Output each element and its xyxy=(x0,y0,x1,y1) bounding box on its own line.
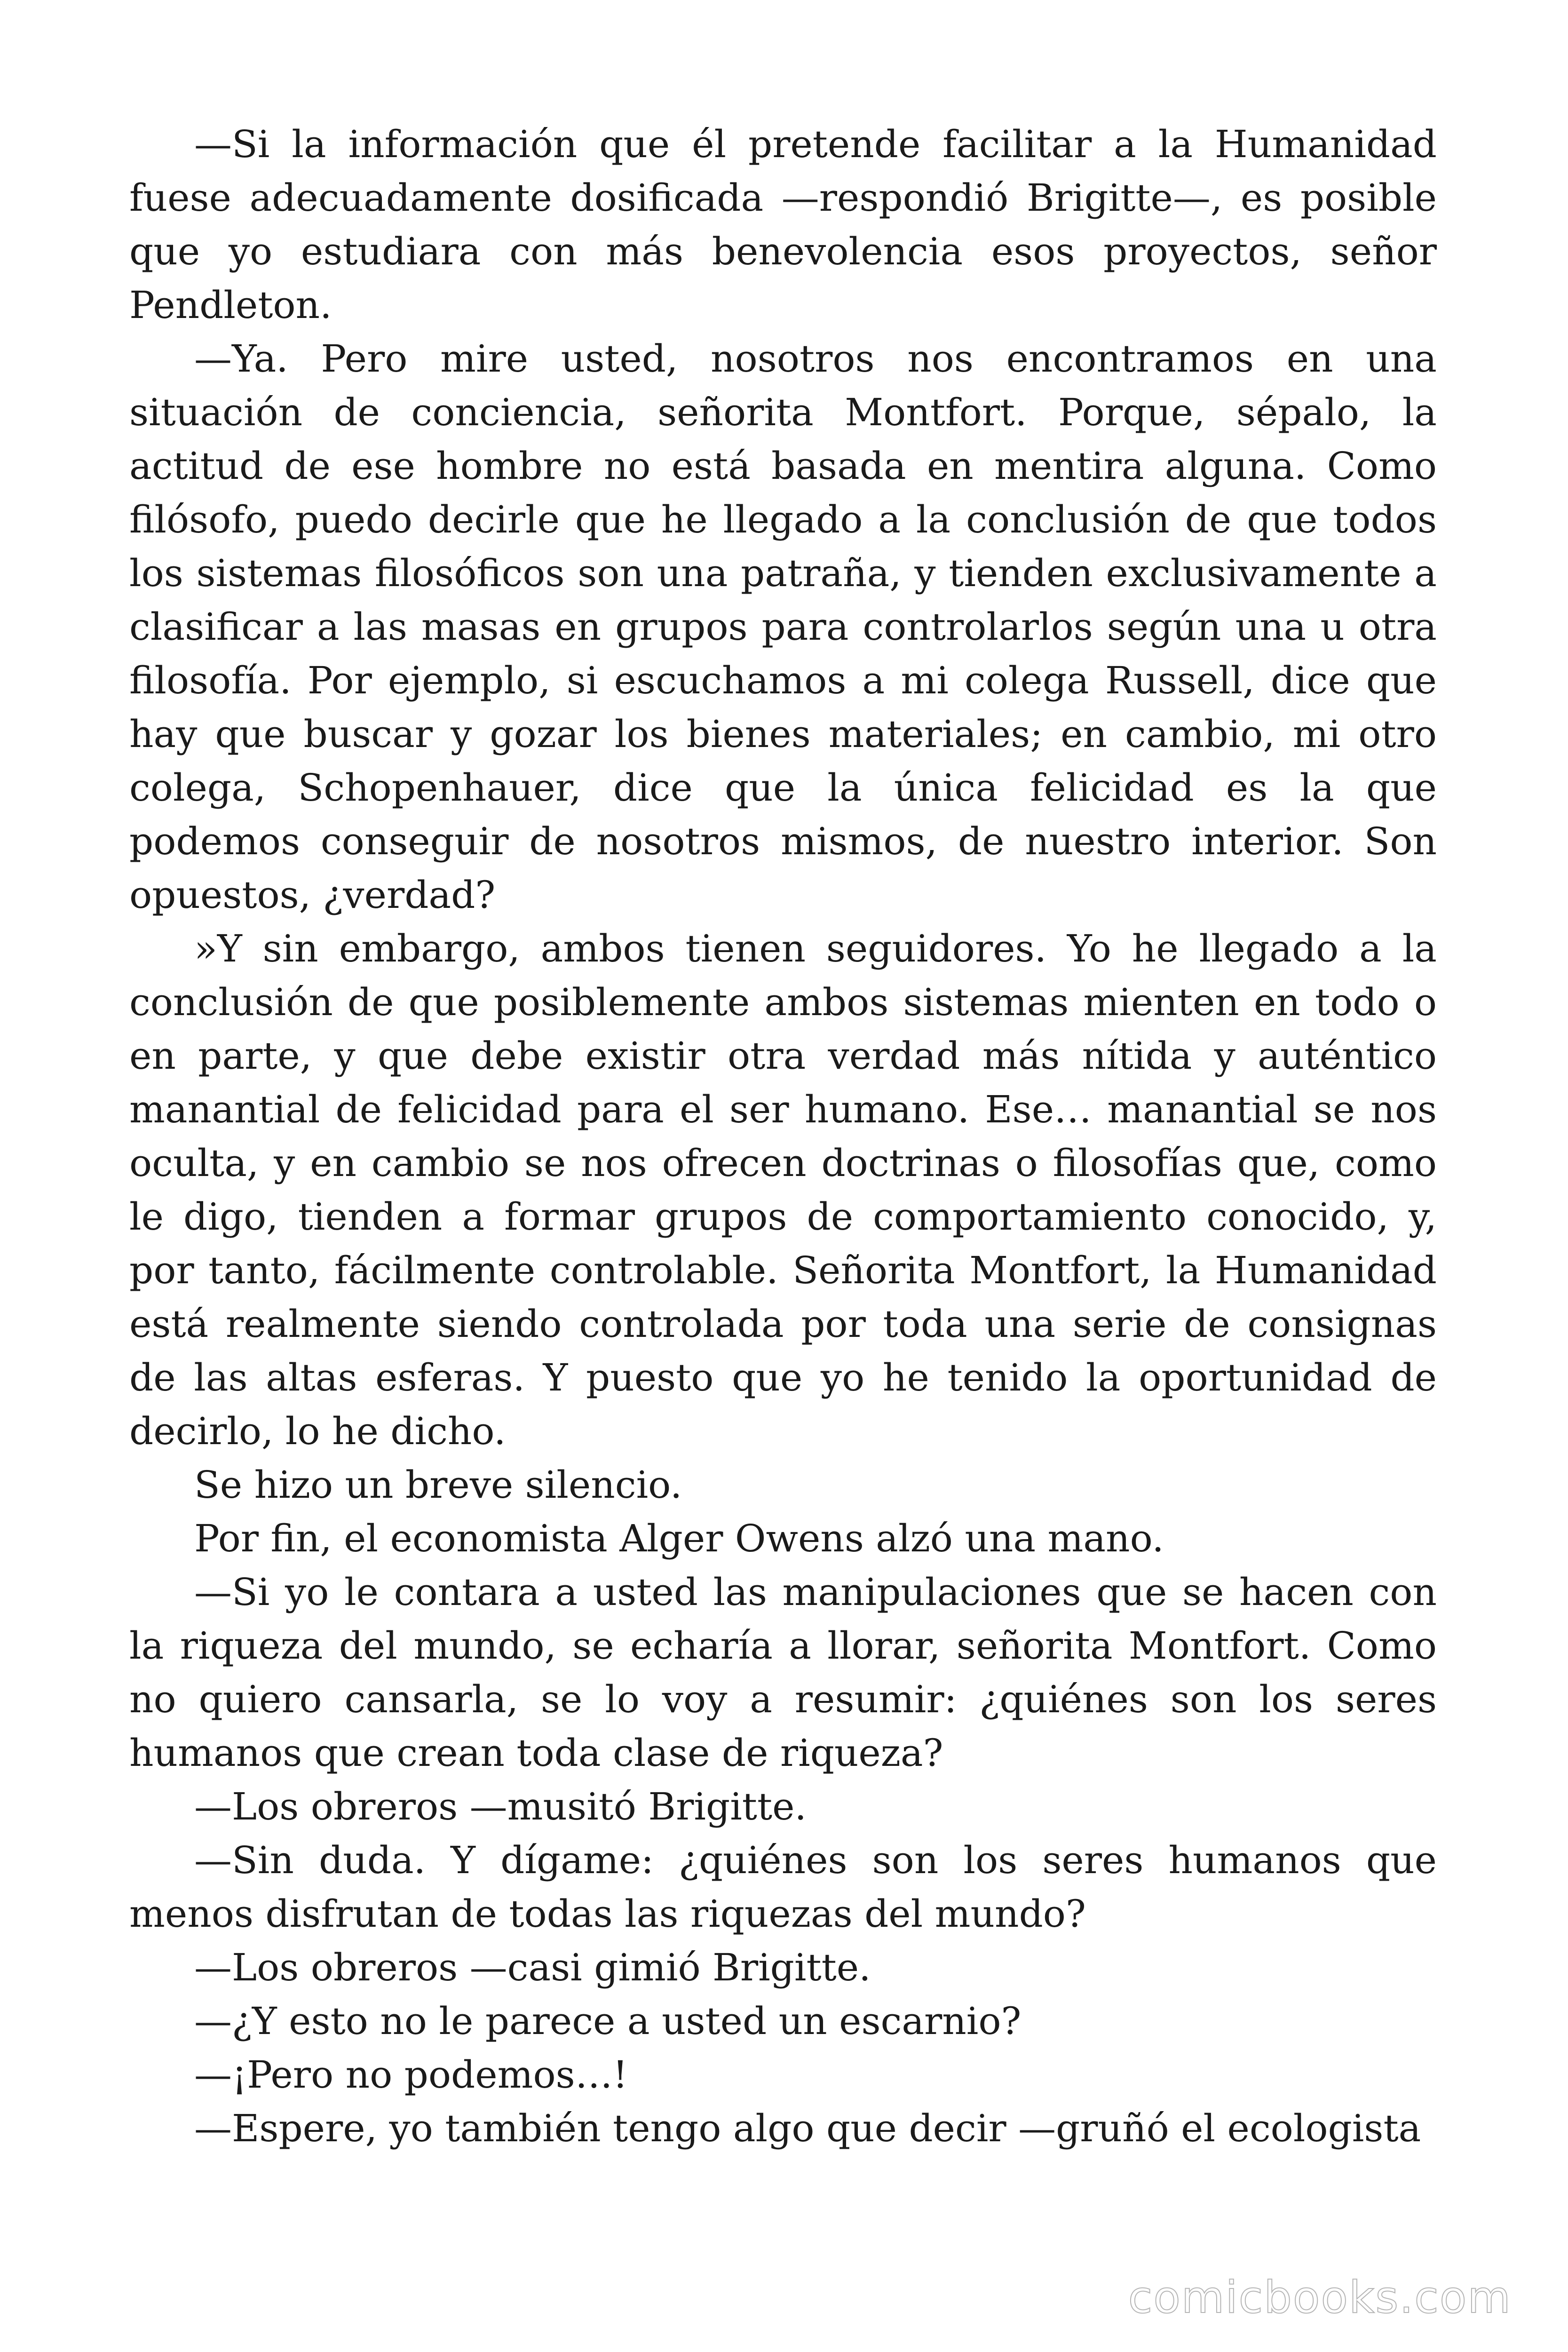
watermark: comicbooks.com xyxy=(1128,2272,1512,2323)
paragraph: —¿Y esto no le parece a usted un escarnio? xyxy=(194,1999,1022,2043)
paragraph: —Ya. Pero mire usted, nosotros nos encontramos en una situación de conciencia, señorita Montfort. Porque, sépalo, la actitud de ese hombre no está basada en mentira alguna. Como filósofo, puedo decirle que he llegado a la conclusión de que todos los sistemas filosóficos son una patraña, y tienden exclusivamente a clasificar a las masas en grupos para controlarlos según una u otra filosofía. Por ejemplo, si escuchamos a mi colega Russell, dice que hay que buscar y gozar los bienes materiales; en cambio, mi otro colega, Schopenhauer, dice que la única felicidad es la que podemos conseguir de nosotros mismos, de nuestro interior. Son opuestos, ¿verdad? xyxy=(129,337,1437,917)
paragraph: —Espere, yo también tengo algo que decir —gruñó el ecologista xyxy=(194,2106,1421,2150)
paragraph: —Si yo le contara a usted las manipulaciones que se hacen con la riqueza del mundo, se echaría a llorar, señorita Montfort. Como no quiero cansarla, se lo voy a resumir: ¿quiénes son los seres humanos que crean toda clase de riqueza? xyxy=(129,1570,1437,1775)
paragraph: —Si la información que él pretende facilitar a la Humanidad fuese adecuadamente dosificada —respondió Brigitte—, es posible que yo estudiara con más benevolencia esos proyectos, señor Pendleton. xyxy=(129,122,1437,327)
paragraph: —Los obreros —musitó Brigitte. xyxy=(194,1785,807,1828)
paragraph: —Sin duda. Y dígame: ¿quiénes son los seres humanos que menos disfrutan de todas las riquezas del mundo? xyxy=(129,1838,1437,1936)
paragraph: Por fin, el economista Alger Owens alzó una mano. xyxy=(194,1517,1164,1560)
body-text xyxy=(129,118,1437,2155)
paragraph: Se hizo un breve silencio. xyxy=(194,1463,682,1507)
paragraph: —¡Pero no podemos…! xyxy=(194,2053,628,2097)
paragraph: —Los obreros —casi gimió Brigitte. xyxy=(194,1946,871,1989)
paragraph: »Y sin embargo, ambos tienen seguidores. Yo he llegado a la conclusión de que posiblemente ambos sistemas mienten en todo o en parte, y que debe existir otra verdad más nítida y auténtico manantial de felicidad para el ser humano. Ese… manantial se nos oculta, y en cambio se nos ofrecen doctrinas o filosofías que, como le digo, tienden a formar grupos de comportamiento conocido, y, por tanto, fácilmente controlable. Señorita Montfort, la Humanidad está realmente siendo controlada por toda una serie de consignas de las altas esferas. Y puesto que yo he tenido la oportunidad de decirlo, lo he dicho. xyxy=(129,927,1437,1453)
